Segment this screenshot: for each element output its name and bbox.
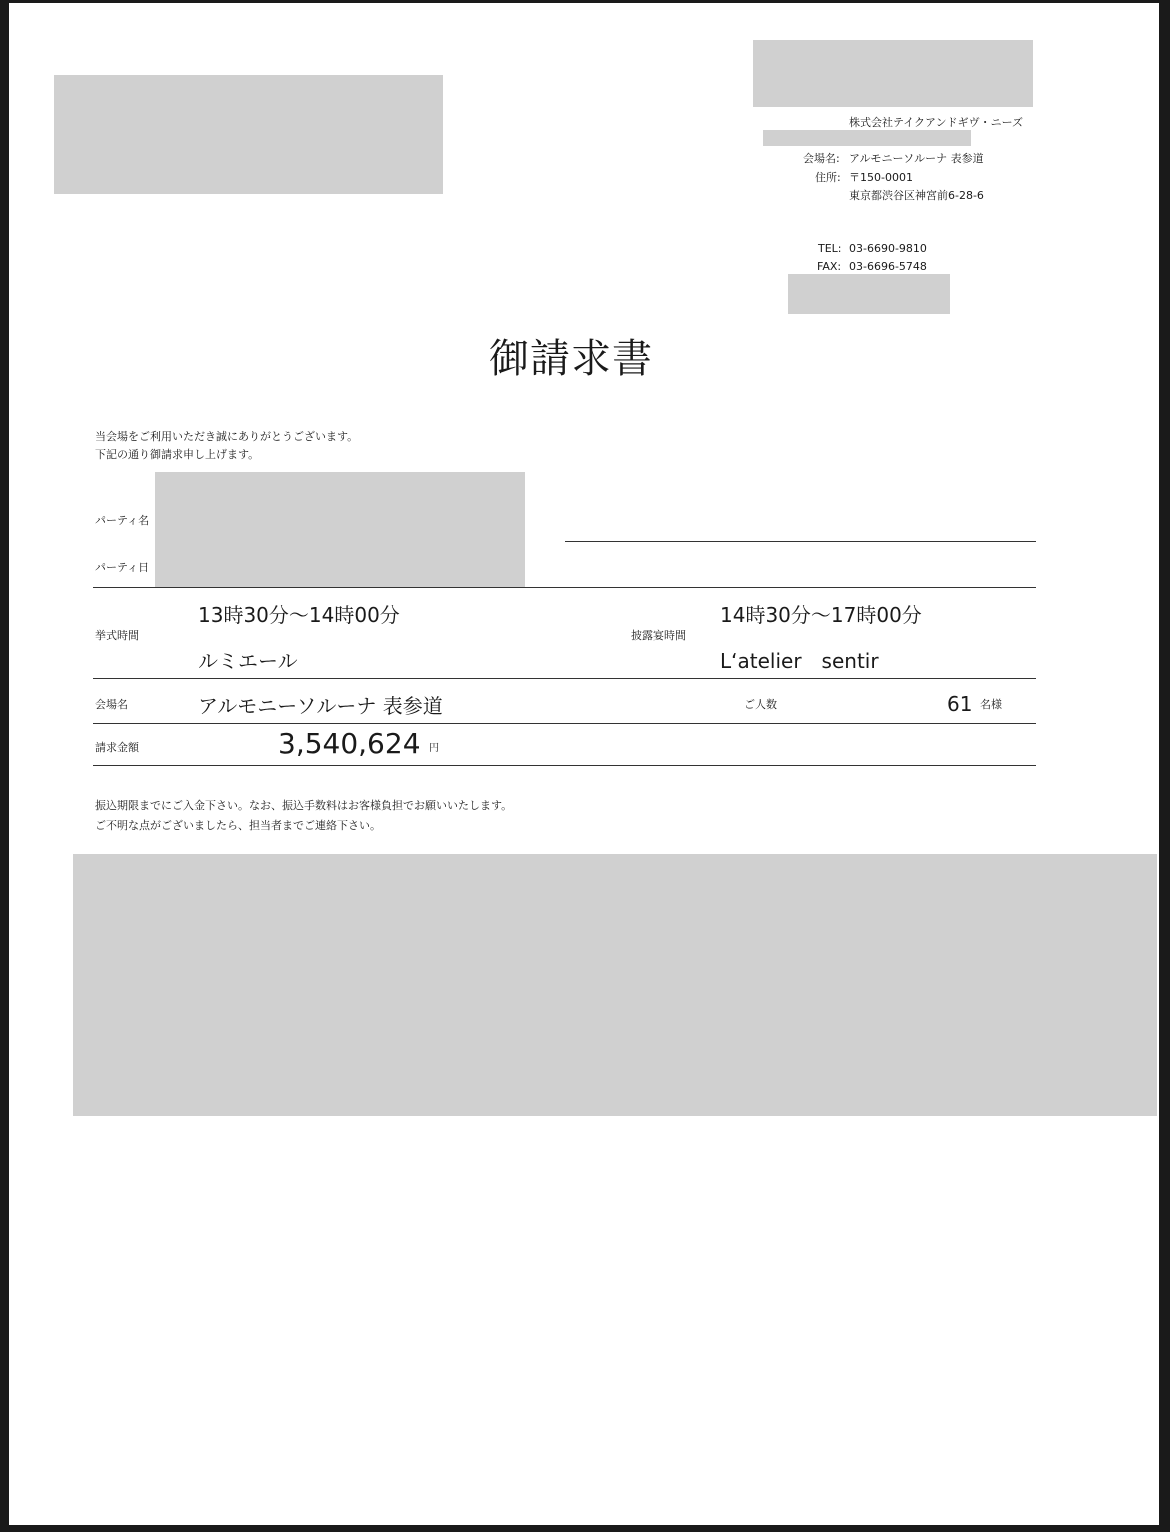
divider — [93, 723, 1036, 724]
note-line-1: 振込期限までにご入金下さい。なお、振込手数料はお客様負担でお願いいたします。 — [95, 799, 513, 812]
amount-label: 請求金額 — [95, 741, 139, 754]
venue-label: 会場名: — [803, 152, 840, 165]
reception-place: L‘atelier sentir — [720, 649, 879, 673]
amount-unit: 円 — [429, 743, 439, 754]
redacted-party-info — [155, 472, 525, 587]
guests-label: ご人数 — [744, 698, 777, 711]
redacted-line — [763, 130, 971, 146]
fax-number: 03-6696-5748 — [849, 260, 927, 273]
guests-count: 61 — [947, 692, 973, 716]
divider — [93, 678, 1036, 679]
ceremony-time-label: 挙式時間 — [95, 629, 139, 642]
company-name: 株式会社テイクアンドギヴ・ニーズ — [849, 116, 1024, 129]
fax-label: FAX: — [817, 260, 842, 273]
divider — [93, 587, 1036, 588]
ceremony-time: 13時30分〜14時00分 — [198, 603, 400, 627]
divider — [93, 765, 1036, 766]
note-line-2: ご不明な点がございましたら、担当者までご連絡下さい。 — [95, 819, 381, 832]
tel-label: TEL: — [818, 242, 842, 255]
redacted-logo — [753, 40, 1033, 107]
redacted-recipient — [54, 75, 443, 194]
party-name-label: パーティ名 — [95, 514, 150, 527]
amount-value: 3,540,624 — [278, 727, 421, 760]
address-text: 東京都渋谷区神宮前6-28-6 — [849, 189, 984, 202]
tel-number: 03-6690-9810 — [849, 242, 927, 255]
redacted-stamp — [788, 274, 950, 314]
invoice-page — [9, 3, 1159, 1525]
venue-row-value: アルモニーソルーナ 表参道 — [198, 694, 443, 718]
venue-row-label: 会場名 — [95, 698, 128, 711]
reception-time-label: 披露宴時間 — [631, 629, 686, 642]
redacted-details — [73, 854, 1157, 1116]
intro-line-2: 下記の通り御請求申し上げます。 — [95, 448, 260, 461]
ceremony-place: ルミエール — [198, 649, 298, 673]
party-date-label: パーティ日 — [95, 561, 150, 574]
address-label: 住所: — [815, 171, 841, 184]
postal-code: 〒150-0001 — [849, 171, 913, 184]
intro-line-1: 当会場をご利用いただき誠にありがとうございます。 — [95, 430, 359, 443]
guests-unit: 名様 — [980, 698, 1002, 711]
venue-value: アルモニーソルーナ 表参道 — [849, 152, 984, 165]
reception-time: 14時30分〜17時00分 — [720, 603, 922, 627]
party-name-underline — [565, 541, 1036, 542]
page-title: 御請求書 — [489, 336, 653, 382]
